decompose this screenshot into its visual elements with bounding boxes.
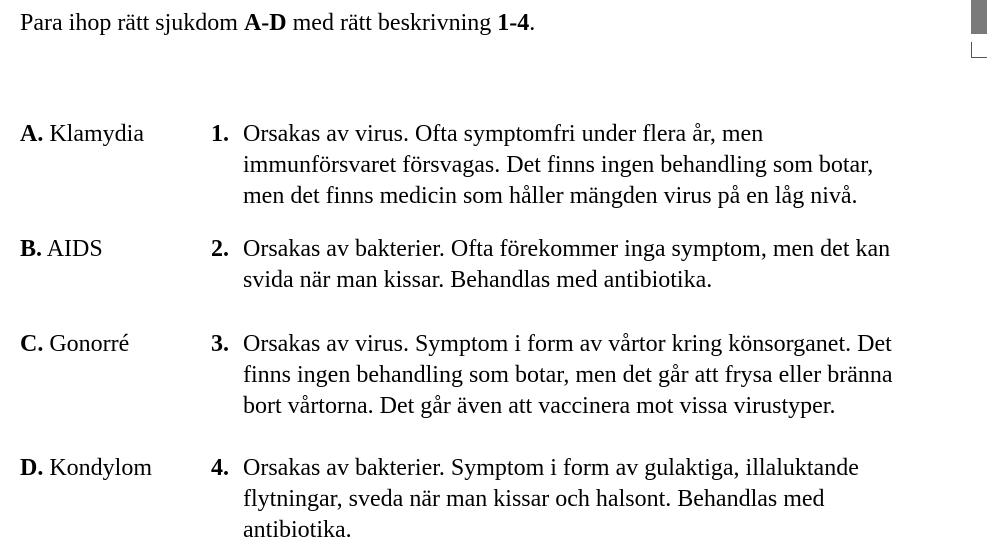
description-line: antibiotika. bbox=[243, 517, 352, 543]
disease-name: Gonorré bbox=[43, 331, 130, 357]
disease-letter: A. bbox=[20, 121, 44, 147]
disease-name: Kondylom bbox=[43, 455, 153, 481]
disease-letter: C. bbox=[20, 331, 44, 357]
page-title bbox=[20, 6, 535, 40]
disease-letter: B. bbox=[20, 236, 43, 262]
disease-name: AIDS bbox=[42, 236, 103, 262]
description-text bbox=[243, 329, 983, 422]
description-line: svida när man kissar. Behandlas med antibiotika. bbox=[243, 267, 713, 293]
description-text bbox=[243, 453, 983, 546]
title-text-1: Para ihop rätt sjukdom bbox=[20, 10, 244, 36]
disease-name: Klamydia bbox=[43, 121, 144, 147]
description-number: 4. bbox=[211, 455, 229, 481]
title-text-3: . bbox=[529, 10, 536, 36]
description-text bbox=[243, 234, 983, 296]
title-range-letters: A-D bbox=[243, 10, 287, 36]
disease-letter: D. bbox=[20, 455, 44, 481]
title-range-numbers: 1-4 bbox=[497, 10, 530, 36]
description-line: immunförsvaret försvagas. Det finns ingen behandling som botar, bbox=[243, 152, 874, 178]
description-line: men det finns medicin som håller mängden virus på en låg nivå. bbox=[243, 183, 858, 209]
disease-item-a bbox=[20, 119, 144, 150]
description-line: flytningar, sveda när man kissar och halsont. Behandlas med bbox=[243, 486, 825, 512]
description-line: bort vårtorna. Det går även att vaccinera mot vissa virustyper. bbox=[243, 393, 836, 419]
description-line: finns ingen behandling som botar, men det går att frysa eller bränna bbox=[243, 362, 893, 388]
description-line: Orsakas av virus. Ofta symptomfri under flera år, men bbox=[243, 121, 764, 147]
page-corner-mark bbox=[971, 42, 987, 58]
description-line: Orsakas av bakterier. Symptom i form av gulaktiga, illaluktande bbox=[243, 455, 859, 481]
disease-item-d bbox=[20, 453, 152, 484]
description-line: Orsakas av virus. Symptom i form av vårtor kring könsorganet. Det bbox=[243, 331, 892, 357]
description-number: 3. bbox=[211, 331, 229, 357]
description-number: 2. bbox=[211, 236, 229, 262]
disease-item-c bbox=[20, 329, 129, 360]
page-edge-marker bbox=[971, 0, 987, 34]
title-text-2: med rätt beskrivning bbox=[286, 10, 498, 36]
disease-item-b bbox=[20, 234, 103, 265]
description-text bbox=[243, 119, 983, 212]
description-number: 1. bbox=[211, 121, 229, 147]
description-line: Orsakas av bakterier. Ofta förekommer inga symptom, men det kan bbox=[243, 236, 891, 262]
